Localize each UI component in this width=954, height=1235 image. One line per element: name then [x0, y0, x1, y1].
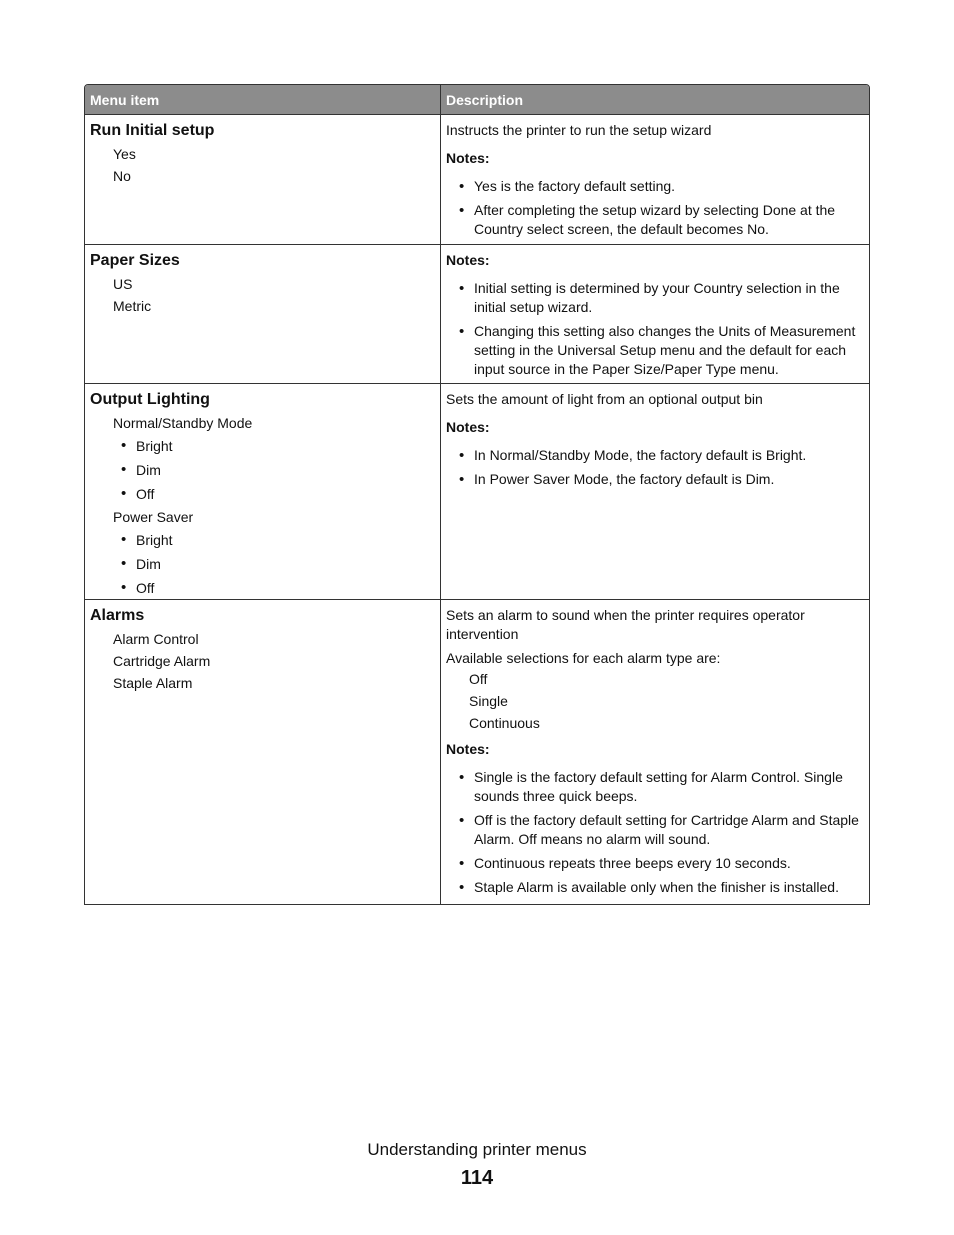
menu-option: • Dim	[136, 458, 440, 482]
description-cell	[441, 600, 869, 904]
menu-option: No	[113, 168, 131, 184]
table-row	[85, 244, 869, 383]
menu-item-title: Paper Sizes	[90, 252, 180, 269]
notes-label: Notes:	[446, 741, 490, 757]
notes-label: Notes:	[446, 419, 490, 435]
footer-section-title: Understanding printer menus	[367, 1140, 587, 1159]
note-item: • Initial setting is determined by your Country selection in the initial setup wizard.	[474, 279, 865, 317]
menu-option: US	[113, 276, 133, 292]
menu-option: • Off	[136, 576, 440, 600]
description-cell	[441, 115, 869, 244]
note-item: • In Power Saver Mode, the factory default is Dim.	[474, 470, 865, 489]
note-item: • After completing the setup wizard by selecting Done at the Country select screen, the default becomes No.	[474, 201, 865, 239]
note-item: • Single is the factory default setting for Alarm Control. Single sounds three quick beeps.	[474, 768, 865, 806]
menu-item-title: Output Lighting	[90, 391, 210, 408]
menu-option: • Dim	[136, 552, 440, 576]
notes-label: Notes:	[446, 150, 490, 166]
table-header	[85, 85, 869, 114]
header-menu-item: Menu item	[85, 85, 441, 114]
menu-option: Alarm Control	[113, 631, 199, 647]
note-item: • Continuous repeats three beeps every 10 seconds.	[474, 854, 865, 873]
notes-label: Notes:	[446, 252, 490, 268]
description-cell	[441, 245, 869, 383]
menu-item-cell	[85, 600, 441, 904]
description-intro: Instructs the printer to run the setup wizard	[446, 122, 712, 138]
option-group-label: Power Saver	[113, 509, 194, 525]
note-item: • Staple Alarm is available only when the finisher is installed.	[474, 878, 865, 897]
menu-option: • Off	[136, 482, 440, 506]
selection-value: Off	[469, 671, 488, 687]
option-group-label: Normal/Standby Mode	[113, 415, 253, 431]
selection-value: Continuous	[469, 715, 540, 731]
page-number: 114	[460, 1167, 494, 1189]
menu-table	[84, 84, 870, 905]
note-item: • Off is the factory default setting for Cartridge Alarm and Staple Alarm. Off means no alarm will sound.	[474, 811, 865, 849]
menu-item-cell	[85, 384, 441, 599]
table-row	[85, 383, 869, 599]
menu-option: Yes	[113, 146, 136, 162]
menu-option: • Bright	[136, 434, 440, 458]
menu-item-title: Alarms	[90, 607, 145, 624]
selection-value: Single	[469, 693, 508, 709]
menu-item-cell	[85, 245, 441, 383]
menu-item-title: Run Initial setup	[90, 122, 215, 139]
note-item: • Changing this setting also changes the Units of Measurement setting in the Universal Setup menu and the default for each input source in the Paper Size/Paper Type menu.	[474, 322, 865, 379]
menu-option: Cartridge Alarm	[113, 653, 211, 669]
description-intro: Sets an alarm to sound when the printer requires operator intervention	[446, 607, 805, 642]
menu-item-cell	[85, 115, 441, 244]
menu-option: Metric	[113, 298, 152, 314]
description-intro-2: Available selections for each alarm type are:	[446, 650, 721, 666]
table-row	[85, 114, 869, 244]
table-row	[85, 599, 869, 904]
header-description: Description	[446, 92, 524, 108]
note-item: • Yes is the factory default setting.	[474, 177, 865, 196]
menu-option: Staple Alarm	[113, 675, 193, 691]
description-cell	[441, 384, 869, 599]
note-item: • In Normal/Standby Mode, the factory default is Bright.	[474, 446, 865, 465]
description-intro: Sets the amount of light from an optional output bin	[446, 391, 763, 407]
menu-option: • Bright	[136, 528, 440, 552]
